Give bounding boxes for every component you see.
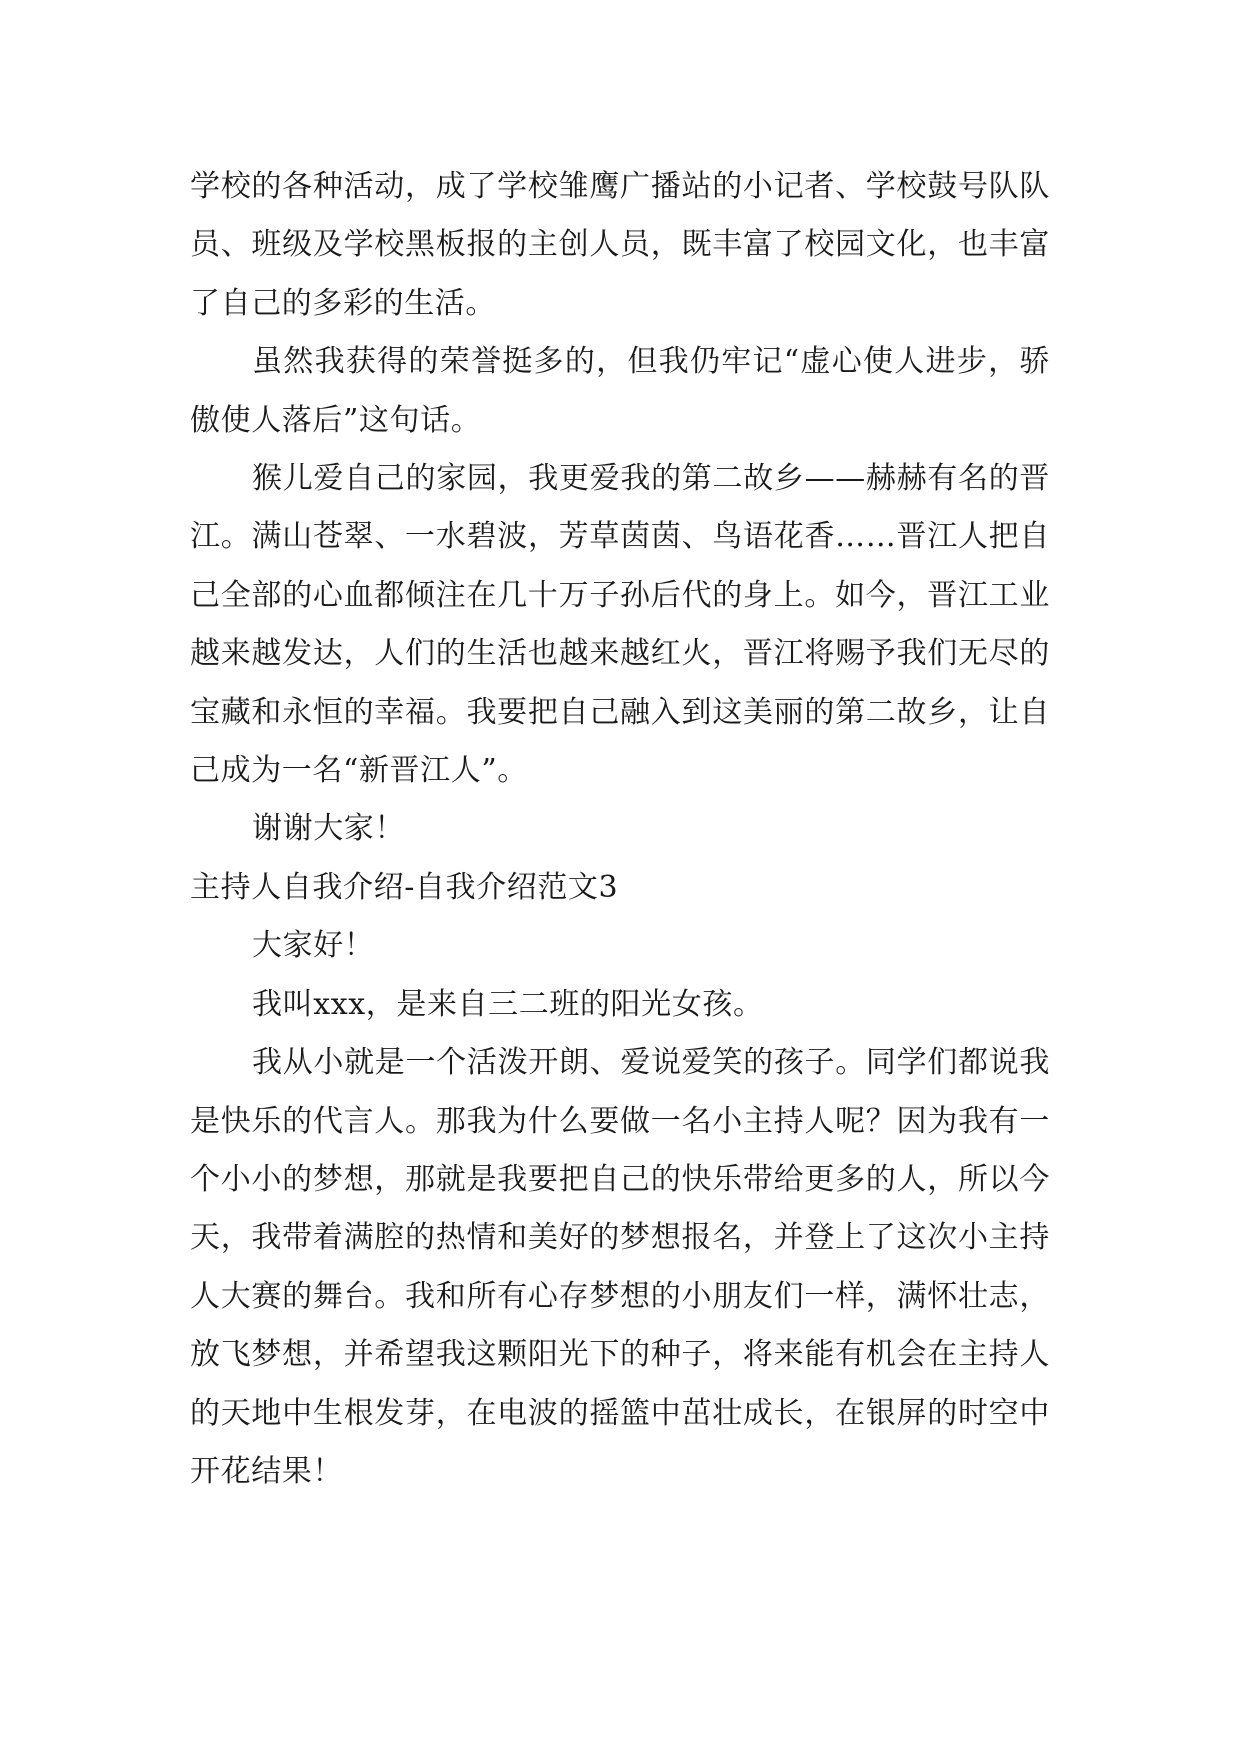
- section-heading: 主持人自我介绍-自我介绍范文3: [190, 869, 619, 905]
- paragraph-greeting: 大家好！: [252, 928, 375, 964]
- paragraph-name-intro: 我叫xxx，是来自三二班的阳光女孩。: [252, 986, 764, 1022]
- paragraph-thanks: 谢谢大家！: [252, 811, 405, 847]
- paragraph-modesty: 虽然我获得的荣誉挺多的，但我仍牢记“虚心使人进步，骄傲使人落后”这句话。: [190, 344, 1050, 438]
- document-body: [190, 158, 1050, 1501]
- paragraph-hometown: 猴儿爱自己的家园，我更爱我的第二故乡——赫赫有名的晋江。满山苍翠、一水碧波，芳草茵茵、鸟语花香……晋江人把自己全部的心血都倾注在几十万子孙后代的身上。如今，晋江工业越来越发达，人们的生活也越来越红火，晋江将赐予我们无尽的宝藏和永恒的幸福。我要把自己融入到这美丽的第二故乡，让自己成为一名“新晋江人”。: [190, 461, 1050, 789]
- paragraph-continuation: 学校的各种活动，成了学校雏鹰广播站的小记者、学校鼓号队队员、班级及学校黑板报的主创人员，既丰富了校园文化，也丰富了自己的多彩的生活。: [190, 169, 1050, 321]
- paragraph-dream: 我从小就是一个活泼开朗、爱说爱笑的孩子。同学们都说我是快乐的代言人。那我为什么要做一名小主持人呢？因为我有一个小小的梦想，那就是我要把自己的快乐带给更多的人，所以今天，我带着满腔的热情和美好的梦想报名，并登上了这次小主持人大赛的舞台。我和所有心存梦想的小朋友们一样，满怀壮志，放飞梦想，并希望我这颗阳光下的种子，将来能有机会在主持人的天地中生根发芽，在电波的摇篮中茁壮成长，在银屏的时空中开花结果！: [190, 1045, 1050, 1489]
